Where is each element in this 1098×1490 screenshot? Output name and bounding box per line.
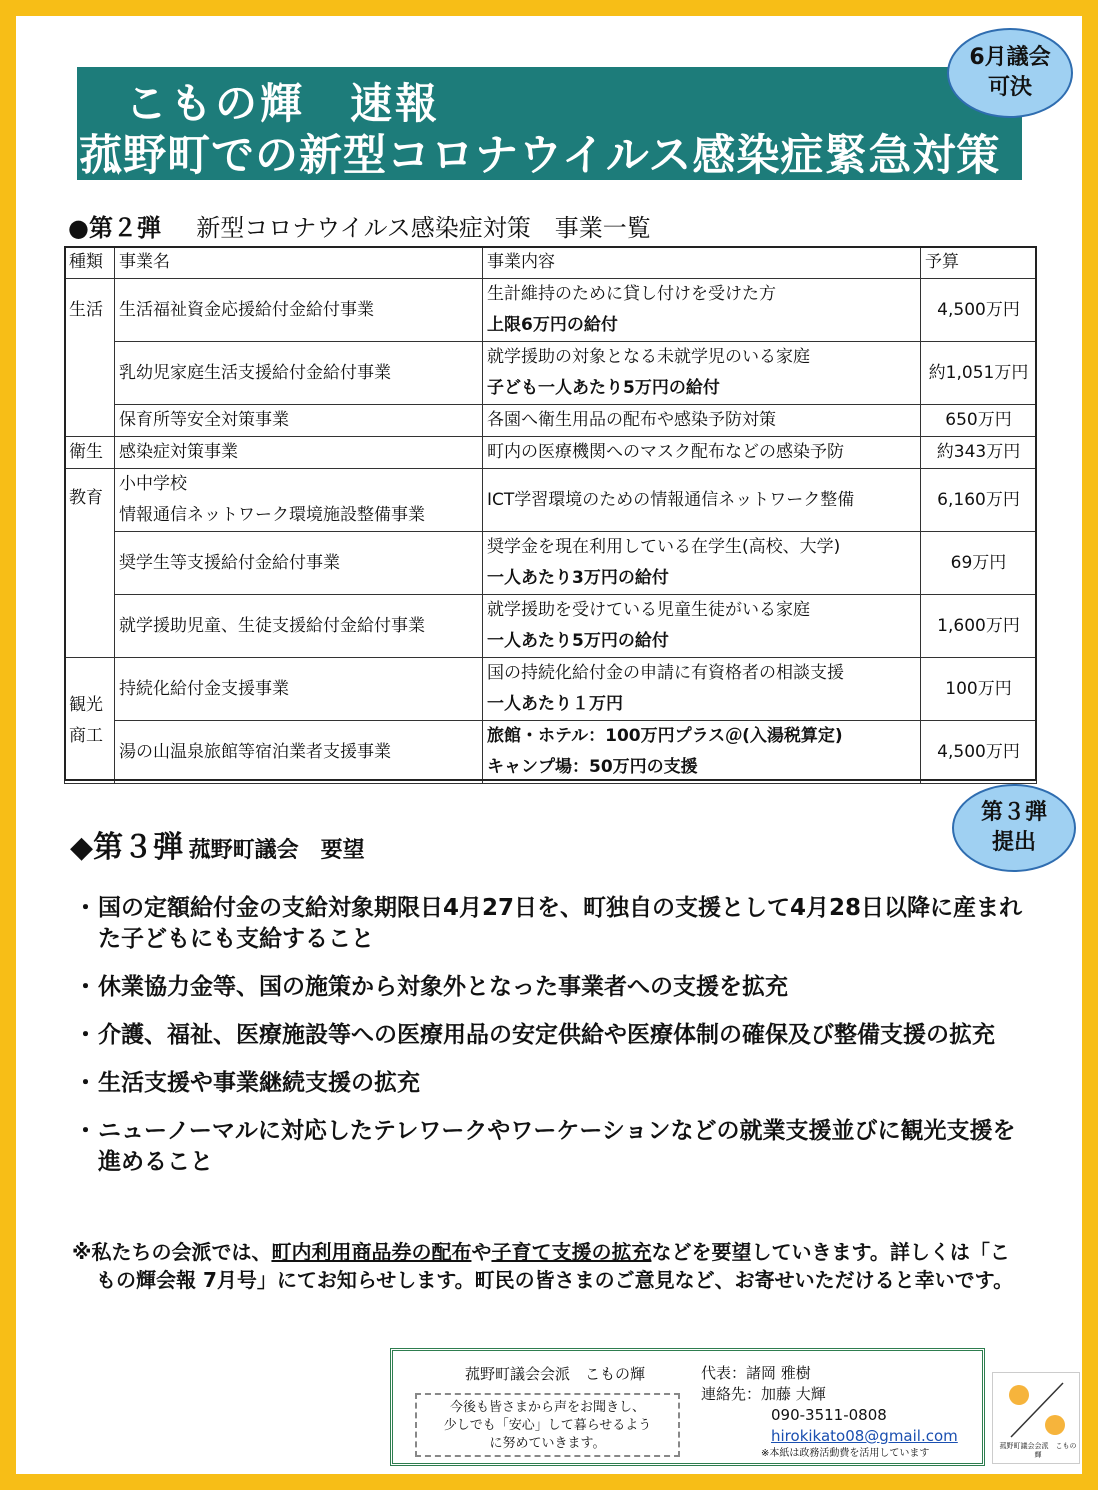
footer-contact-box [390,1348,985,1466]
row-category: 商工 [65,721,115,784]
message-line: 今後も皆さまから声をお聞きし、 [449,1400,645,1415]
header-budget: 予算 [921,247,1037,279]
content-line-bold: 旅館・ホテル：100万円プラス＠(入湯税算定) [487,726,843,746]
footer-representative: 代表：諸岡 雅樹 [701,1364,811,1382]
row-name: 感染症対策事業 [115,437,483,469]
section2-heading [68,208,651,243]
content-line: 国の持続化給付金の申請に有資格者の相談支援 [487,663,844,683]
message-line: 少しでも「安心」して暮らせるよう [443,1418,652,1433]
table-header-row [65,247,1037,279]
content-line-bold: キャンプ場：50万円の支援 [487,757,698,777]
list-item: ・ 国の定額給付金の支給対象期限日4月27日を、町独自の支援として4月28日以降に産まれた子どもにも支給すること [76,893,1026,955]
row-name [115,469,483,532]
row-content [483,532,921,595]
third-wave-badge [952,784,1076,872]
list-item: ・ 生活支援や事業継続支援の拡充 [76,1068,1026,1099]
row-content: 町内の医療機関へのマスク配布などの感染予防 [483,437,921,469]
title-line-2: 菰野町での新型コロナウイルス感染症緊急対策 [79,131,1001,181]
logo-caption: 菰野町議会会派 こもの輝 [999,1442,1077,1459]
row-category [65,405,115,437]
content-line-bold: 一人あたり3万円の給付 [487,568,669,588]
row-name: 持続化給付金支援事業 [115,658,483,721]
note-underlined: 子育て支援の拡充 [491,1240,652,1264]
footer-contact-person: 連絡先：加藤 大輝 [701,1385,826,1403]
footer-phone: 090-3511-0808 [771,1406,887,1424]
row-category: 教育 [65,469,115,532]
row-name: 湯の山温泉旅館等宿泊業者支援事業 [115,721,483,784]
row-category: 生活 [65,279,115,342]
row-budget: 69万円 [921,532,1037,595]
row-budget: 650万円 [921,405,1037,437]
row-name: 乳幼児家庭生活支援給付金給付事業 [115,342,483,405]
row-name: 生活福祉資金応援給付金給付事業 [115,279,483,342]
name-line: 情報通信ネットワーク環境施設整備事業 [119,505,425,525]
logo [992,1372,1080,1464]
section3-title: 菰野町議会 要望 [188,838,365,863]
row-name: 就学援助児童、生徒支援給付金給付事業 [115,595,483,658]
note-text: などを要望していきます。詳しくは「こもの輝会報 7月号」にてお知らせします。町民の皆さまのご意見など、お寄せいただけると幸いです。 [96,1240,1014,1292]
header-name: 事業名 [115,247,483,279]
table-row [65,405,1037,437]
row-category [65,342,115,405]
row-content [483,279,921,342]
row-content [483,658,921,721]
name-line: 小中学校 [119,474,187,494]
list-item: ・ 休業協力金等、国の施策から対象外となった事業者への支援を拡充 [76,972,1026,1003]
content-line: 生計維持のために貸し付けを受けた方 [487,284,776,304]
table-row [65,279,1037,342]
row-budget: 4,500万円 [921,721,1037,784]
row-budget: 約1,051万円 [921,342,1037,405]
row-name: 奨学生等支援給付金給付事業 [115,532,483,595]
footer-org-name: 菰野町議会会派 こもの輝 [465,1365,646,1383]
content-line-bold: 一人あたり5万円の給付 [487,631,669,651]
row-category: 観光 [65,658,115,721]
footer-email-link[interactable]: hirokikato08@gmail.com [771,1427,958,1445]
row-category [65,595,115,658]
table-row [65,532,1037,595]
row-category: 衛生 [65,437,115,469]
row-content [483,721,921,784]
section3-heading [70,822,365,866]
table-row [65,658,1037,721]
content-line: 就学援助を受けている児童生徒がいる家庭 [487,600,810,620]
row-budget: 1,600万円 [921,595,1037,658]
content-line: 奨学金を現在利用している在学生(高校、大学) [487,537,841,557]
row-budget: 約343万円 [921,437,1037,469]
row-name: 保育所等安全対策事業 [115,405,483,437]
row-content: 各園へ衛生用品の配布や感染予防対策 [483,405,921,437]
badge-line: 第３弾 [980,800,1047,825]
content-line-bold: 上限6万円の給付 [487,315,618,335]
content-line: 就学援助の対象となる未就学児のいる家庭 [487,347,810,367]
table-row [65,437,1037,469]
row-budget: 100万円 [921,658,1037,721]
request-list [76,893,1026,1195]
closing-note [72,1238,1022,1294]
row-content [483,595,921,658]
content-line-bold: 子ども一人あたり5万円の給付 [487,378,720,398]
row-content: ICT学習環境のための情報通信ネットワーク整備 [483,469,921,532]
title-line-1: こもの輝 速報 [125,79,441,128]
message-line: に努めていきます。 [489,1436,606,1451]
title-banner [77,67,1022,180]
row-category [65,532,115,595]
table-row [65,342,1037,405]
note-underlined: 町内利用商品券の配布 [271,1240,472,1264]
row-content [483,342,921,405]
footer-email-row [701,1426,958,1447]
business-table [64,246,1037,784]
footer-disclaimer: ※本紙は政務活動費を活用しています [761,1448,930,1459]
list-item: ・ 介護、福祉、医療施設等への医療用品の安定供給や医療体制の確保及び整備支援の拡充 [76,1020,1026,1051]
badge-line: 6月議会 [969,45,1051,70]
header-category: 種類 [65,247,115,279]
section2-prefix: ●第２弾 [68,214,161,242]
logo-mark-icon [993,1373,1081,1447]
table-row [65,721,1037,784]
row-budget: 4,500万円 [921,279,1037,342]
june-council-badge [947,28,1073,118]
content-line-bold: 一人あたり１万円 [487,694,623,714]
table-row [65,595,1037,658]
note-text: や [471,1240,492,1264]
badge-line: 可決 [987,75,1032,100]
row-budget: 6,160万円 [921,469,1037,532]
footer-contact-info [701,1363,958,1461]
note-text: ※私たちの会派では、 [72,1240,272,1264]
section2-title: 新型コロナウイルス感染症対策 事業一覧 [196,214,651,242]
badge-line: 提出 [991,830,1036,855]
section3-prefix: ◆第３弾 [70,830,184,865]
table-row [65,469,1037,532]
list-item: ・ ニューノーマルに対応したテレワークやワーケーションなどの就業支援並びに観光支援を進めること [76,1116,1026,1178]
header-content: 事業内容 [483,247,921,279]
footer-message-box [415,1393,680,1457]
